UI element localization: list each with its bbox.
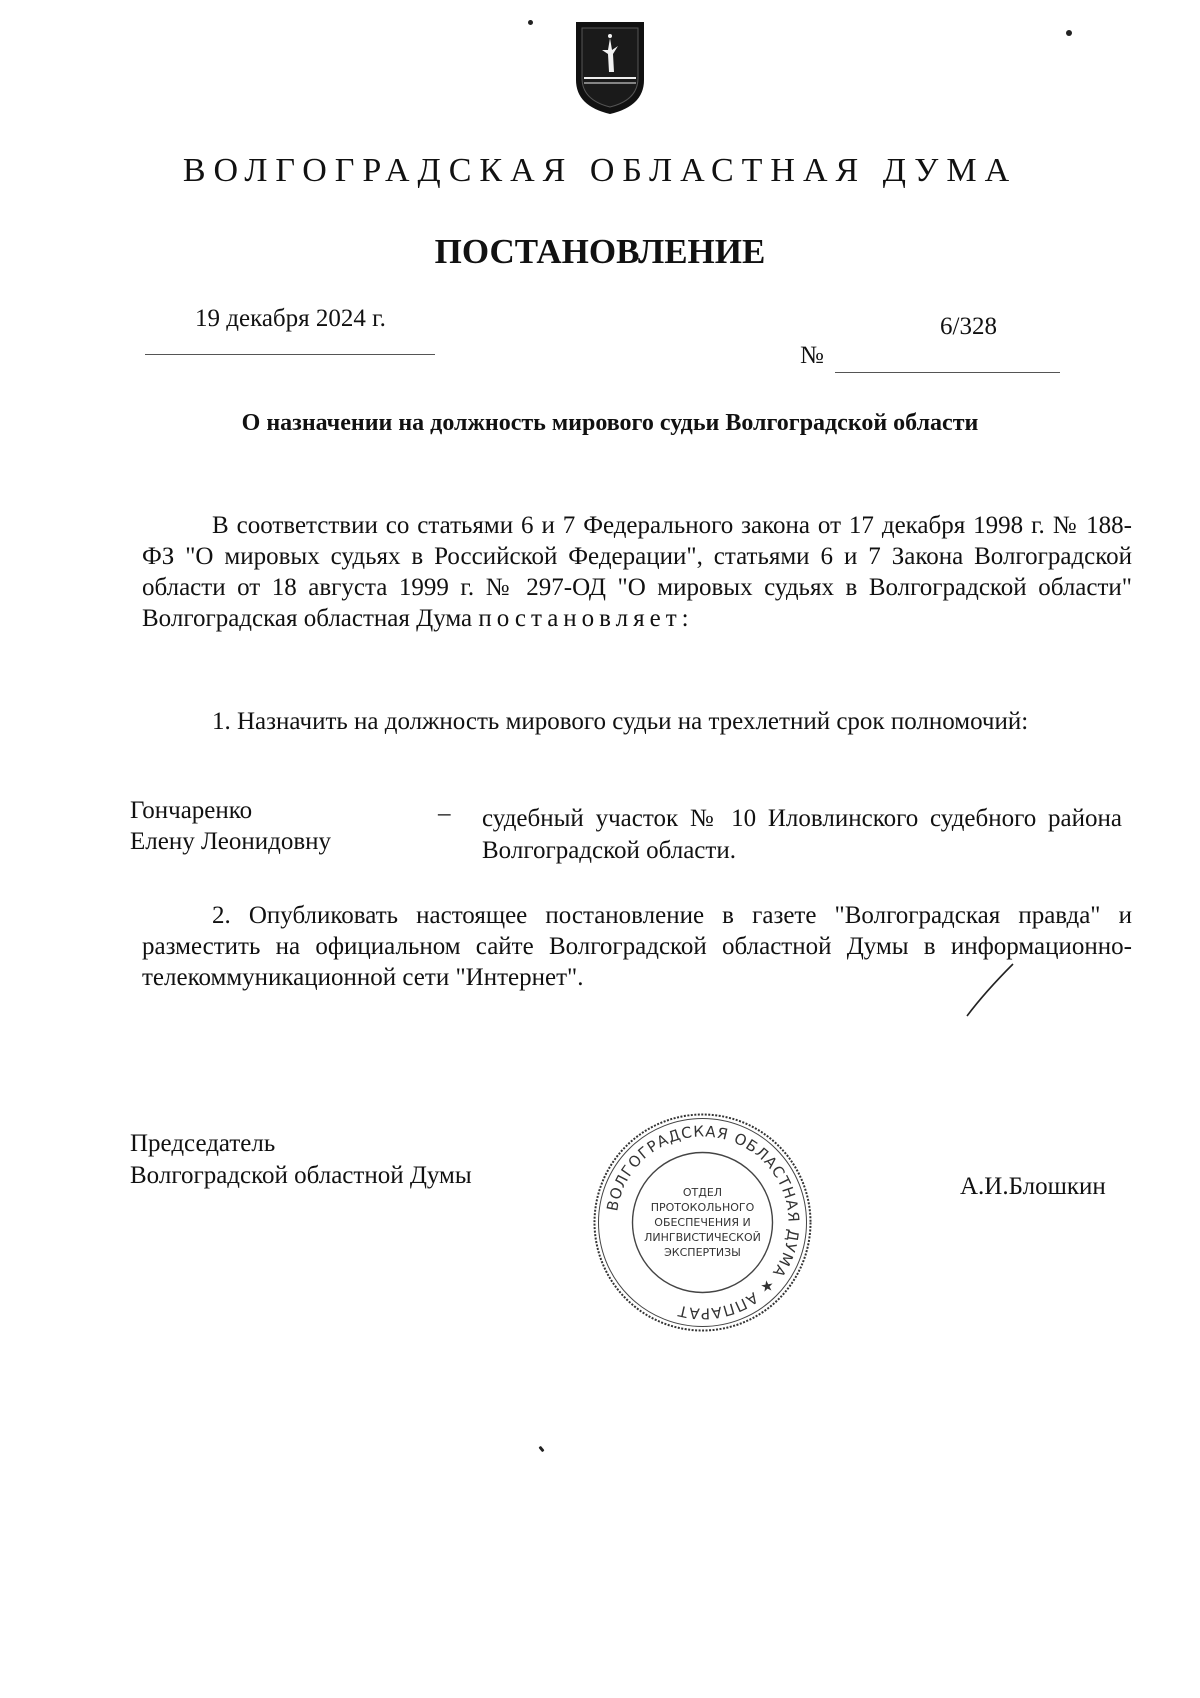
appointee-given-names: Елену Леонидовну: [130, 828, 332, 855]
date-underline: [145, 354, 435, 355]
official-seal-icon: [590, 1110, 815, 1335]
seal-center-line: ОТДЕЛ: [682, 1186, 723, 1199]
appointment-dash: –: [438, 800, 451, 827]
scan-speck: [1066, 30, 1072, 36]
document-number-value: 6/328: [940, 313, 997, 340]
seal-center-line: ОБЕСПЕЧЕНИЯ И: [654, 1216, 751, 1229]
document-type-title: ПОСТАНОВЛЕНИЕ: [434, 232, 766, 271]
seal-ring-text: ВОЛГОГРАДСКАЯ ОБЛАСТНАЯ ДУМА ★ АППАРАТ: [603, 1122, 803, 1323]
preamble-paragraph: [142, 510, 1132, 634]
document-date: 19 декабря 2024 г.: [195, 305, 386, 332]
document-subject: О назначении на должность мирового судьи Волгоградской области: [241, 410, 979, 436]
preamble-text: В соответствии со статьями 6 и 7 Федерального закона от 17 декабря 1998 г. № 188-ФЗ "О мировых судьях в Российской Федерации", статьями 6 и 7 Закона Волгоградской области от 18 августа 1999 г. № 297-ОД "О мировых судьях в Волгоградской области" Волгоградская областная Дума: [142, 512, 1132, 632]
signatory-name: А.И.Блошкин: [960, 1173, 1106, 1200]
seal-center-line: ЭКСПЕРТИЗЫ: [664, 1246, 741, 1259]
scan-speck: [528, 20, 533, 25]
seal-center-line: ПРОТОКОЛЬНОГО: [650, 1201, 755, 1214]
signatory-position-line-1: Председатель: [130, 1130, 276, 1157]
document-number-label: №: [800, 342, 824, 369]
seal-center-line: ЛИНГВИСТИЧЕСКОЙ: [644, 1231, 761, 1244]
scan-speck: [538, 1446, 544, 1453]
signatory-position-line-2: Волгоградской областной Думы: [130, 1162, 472, 1189]
item-2-paragraph: 2. Опубликовать настоящее постановление в газете "Волгоградская правда" и разместить на официальном сайте Волгоградской областной Думы в информационно-телекоммуникационной сети "Интернет".: [142, 902, 1132, 991]
coat-of-arms-icon: [572, 20, 648, 116]
item-1-paragraph: 1. Назначить на должность мирового судьи на трехлетний срок полномочий:: [212, 708, 1029, 735]
organization-title: ВОЛГОГРАДСКАЯ ОБЛАСТНАЯ ДУМА: [182, 152, 1018, 189]
number-underline: [835, 372, 1060, 373]
preamble-verb: постановляет:: [478, 605, 694, 632]
check-mark-icon: [965, 962, 1015, 1018]
appointee-surname: Гончаренко: [130, 797, 253, 824]
appointment-assignment: судебный участок № 10 Иловлинского судебного района Волгоградской области.: [482, 805, 1122, 864]
